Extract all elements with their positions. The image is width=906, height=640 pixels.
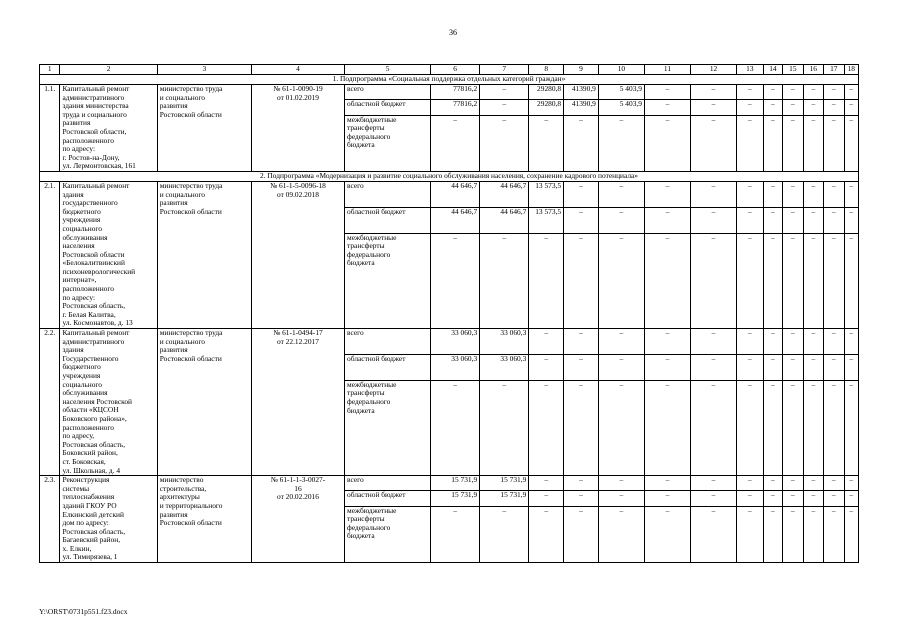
responsible-organization: министерство труда и социального развития Ростовской области xyxy=(157,85,251,172)
amount-cell: – xyxy=(844,181,858,207)
amount-cell: – xyxy=(803,233,823,328)
amount-cell: – xyxy=(529,115,564,171)
amount-cell: – xyxy=(598,233,644,328)
amount-cell: – xyxy=(844,233,858,328)
amount-cell: – xyxy=(763,329,782,355)
amount-cell: – xyxy=(598,354,644,380)
funding-source: областной бюджет xyxy=(345,100,431,115)
amount-cell: – xyxy=(783,115,803,171)
amount-cell: – xyxy=(480,100,529,115)
amount-cell: – xyxy=(824,207,844,233)
amount-cell: – xyxy=(564,380,599,475)
amount-cell: – xyxy=(783,100,803,115)
column-number-header: 9 xyxy=(564,65,599,75)
amount-cell: – xyxy=(824,85,844,100)
amount-cell: – xyxy=(564,491,599,506)
expertise-document: № 61-1-5-0096-18 от 09.02.2018 xyxy=(251,181,344,328)
file-path-footer: Y:\ORST\0731p551.f23.docx xyxy=(39,607,128,616)
amount-cell: – xyxy=(803,329,823,355)
amount-cell: – xyxy=(564,476,599,491)
amount-cell: – xyxy=(763,207,782,233)
amount-cell: – xyxy=(737,207,764,233)
amount-cell: – xyxy=(644,476,690,491)
amount-cell: – xyxy=(824,380,844,475)
item-number: 2.2. xyxy=(40,329,60,476)
amount-cell: – xyxy=(783,506,803,562)
amount-cell: – xyxy=(598,181,644,207)
responsible-organization: министерство труда и социального развития Ростовской области xyxy=(157,329,251,476)
amount-cell: – xyxy=(691,491,737,506)
column-number-row xyxy=(40,65,859,75)
amount-cell: – xyxy=(529,354,564,380)
responsible-organization: министерство строительства, архитектуры и территориального развития Ростовской области xyxy=(157,476,251,563)
budget-table xyxy=(39,64,859,563)
amount-cell: 41390,9 xyxy=(564,100,599,115)
amount-cell: – xyxy=(480,85,529,100)
object-name: Капитальный ремонт административного здания Государственного бюджетного учреждения социального обслуживания населения Ростовской области «КЦСОН Боковского района», расположенного по адресу, Ростовская область, Боковский район, ст. Боковская, ул. Школьная, д. 4 xyxy=(60,329,157,476)
amount-cell: – xyxy=(803,85,823,100)
amount-cell: – xyxy=(783,207,803,233)
subprogram-title: 2. Подпрограмма «Модернизация и развитие социального обслуживания населения, сохранение кадрового потенциала» xyxy=(40,171,859,181)
amount-cell: – xyxy=(598,207,644,233)
table-row xyxy=(40,181,859,207)
subprogram-title: 1. Подпрограмма «Социальная поддержка отдельных категорий граждан» xyxy=(40,75,859,85)
amount-cell: – xyxy=(763,115,782,171)
amount-cell: – xyxy=(598,115,644,171)
amount-cell: – xyxy=(480,506,529,562)
amount-cell: 15 731,9 xyxy=(431,476,480,491)
amount-cell: – xyxy=(803,354,823,380)
amount-cell: – xyxy=(644,233,690,328)
amount-cell: 44 646,7 xyxy=(431,207,480,233)
amount-cell: – xyxy=(691,85,737,100)
amount-cell: – xyxy=(824,329,844,355)
amount-cell: – xyxy=(803,115,823,171)
amount-cell: – xyxy=(644,491,690,506)
amount-cell: – xyxy=(844,491,858,506)
amount-cell: – xyxy=(783,233,803,328)
funding-source: всего xyxy=(345,181,431,207)
amount-cell: – xyxy=(803,100,823,115)
column-number-header: 12 xyxy=(691,65,737,75)
funding-source: областной бюджет xyxy=(345,207,431,233)
amount-cell: – xyxy=(644,85,690,100)
amount-cell: – xyxy=(529,233,564,328)
amount-cell: 29280,8 xyxy=(529,100,564,115)
expertise-document: № 61-1-0090-19 от 01.02.2019 xyxy=(251,85,344,172)
amount-cell: – xyxy=(737,233,764,328)
amount-cell: – xyxy=(737,506,764,562)
funding-source: областной бюджет xyxy=(345,491,431,506)
amount-cell: – xyxy=(691,233,737,328)
amount-cell: – xyxy=(529,506,564,562)
subprogram-heading-row xyxy=(40,171,859,181)
amount-cell: – xyxy=(644,506,690,562)
amount-cell: 44 646,7 xyxy=(431,181,480,207)
amount-cell: 15 731,9 xyxy=(480,476,529,491)
amount-cell: 13 573,5 xyxy=(529,181,564,207)
amount-cell: – xyxy=(644,380,690,475)
item-number: 2.3. xyxy=(40,476,60,563)
amount-cell: 5 403,9 xyxy=(598,85,644,100)
amount-cell: 5 403,9 xyxy=(598,100,644,115)
amount-cell: – xyxy=(564,329,599,355)
amount-cell: – xyxy=(737,115,764,171)
column-number-header: 3 xyxy=(157,65,251,75)
amount-cell: – xyxy=(803,207,823,233)
amount-cell: 44 646,7 xyxy=(480,207,529,233)
funding-source: всего xyxy=(345,329,431,355)
amount-cell: – xyxy=(844,380,858,475)
item-number: 1.1. xyxy=(40,85,60,172)
amount-cell: 41390,9 xyxy=(564,85,599,100)
amount-cell: – xyxy=(824,354,844,380)
amount-cell: – xyxy=(783,181,803,207)
amount-cell: – xyxy=(691,181,737,207)
amount-cell: – xyxy=(737,329,764,355)
amount-cell: – xyxy=(644,329,690,355)
column-number-header: 10 xyxy=(598,65,644,75)
amount-cell: – xyxy=(783,329,803,355)
amount-cell: – xyxy=(691,354,737,380)
amount-cell: 13 573,5 xyxy=(529,207,564,233)
amount-cell: – xyxy=(763,380,782,475)
column-number-header: 7 xyxy=(480,65,529,75)
funding-source: межбюджетные трансферты федерального бюджета xyxy=(345,506,431,562)
table-row xyxy=(40,476,859,491)
funding-source: межбюджетные трансферты федерального бюджета xyxy=(345,115,431,171)
amount-cell: – xyxy=(737,100,764,115)
amount-cell: – xyxy=(844,85,858,100)
amount-cell: – xyxy=(763,233,782,328)
amount-cell: 29280,8 xyxy=(529,85,564,100)
amount-cell: – xyxy=(803,491,823,506)
amount-cell: – xyxy=(824,233,844,328)
amount-cell: – xyxy=(783,85,803,100)
amount-cell: – xyxy=(691,380,737,475)
amount-cell: 77816,2 xyxy=(431,85,480,100)
funding-source: всего xyxy=(345,85,431,100)
column-number-header: 18 xyxy=(844,65,858,75)
object-name: Реконструкция системы теплоснабжения зданий ГКОУ РО Елкинский детский дом по адресу: Ростовская область, Багаевский район, х. Елкин, ул. Тимирязева, 1 xyxy=(60,476,157,563)
amount-cell: – xyxy=(844,100,858,115)
column-number-header: 8 xyxy=(529,65,564,75)
amount-cell: – xyxy=(691,115,737,171)
amount-cell: – xyxy=(644,181,690,207)
amount-cell: – xyxy=(844,506,858,562)
amount-cell: – xyxy=(737,380,764,475)
amount-cell: 44 646,7 xyxy=(480,181,529,207)
amount-cell: – xyxy=(564,181,599,207)
column-number-header: 6 xyxy=(431,65,480,75)
amount-cell: – xyxy=(564,207,599,233)
amount-cell: – xyxy=(564,506,599,562)
amount-cell: – xyxy=(783,476,803,491)
amount-cell: – xyxy=(737,85,764,100)
amount-cell: – xyxy=(529,491,564,506)
amount-cell: – xyxy=(844,354,858,380)
amount-cell: – xyxy=(598,476,644,491)
amount-cell: – xyxy=(824,181,844,207)
amount-cell: – xyxy=(763,476,782,491)
amount-cell: – xyxy=(480,115,529,171)
amount-cell: – xyxy=(431,233,480,328)
amount-cell: – xyxy=(824,100,844,115)
column-number-header: 1 xyxy=(40,65,60,75)
amount-cell: – xyxy=(783,491,803,506)
amount-cell: – xyxy=(783,354,803,380)
expertise-document: № 61-1-0494-17 от 22.12.2017 xyxy=(251,329,344,476)
amount-cell: – xyxy=(737,181,764,207)
funding-source: областной бюджет xyxy=(345,354,431,380)
amount-cell: – xyxy=(737,476,764,491)
amount-cell: – xyxy=(824,476,844,491)
column-number-header: 2 xyxy=(60,65,157,75)
amount-cell: – xyxy=(803,380,823,475)
amount-cell: – xyxy=(431,380,480,475)
amount-cell: – xyxy=(644,207,690,233)
column-number-header: 15 xyxy=(783,65,803,75)
amount-cell: – xyxy=(844,329,858,355)
amount-cell: 33 060,3 xyxy=(431,329,480,355)
subprogram-heading-row xyxy=(40,75,859,85)
amount-cell: 15 731,9 xyxy=(431,491,480,506)
amount-cell: – xyxy=(691,506,737,562)
column-number-header: 16 xyxy=(803,65,823,75)
amount-cell: – xyxy=(737,491,764,506)
amount-cell: – xyxy=(431,115,480,171)
amount-cell: 33 060,3 xyxy=(480,329,529,355)
amount-cell: – xyxy=(844,476,858,491)
amount-cell: – xyxy=(644,100,690,115)
amount-cell: – xyxy=(844,207,858,233)
amount-cell: – xyxy=(763,85,782,100)
amount-cell: – xyxy=(763,354,782,380)
amount-cell: – xyxy=(763,506,782,562)
table-row xyxy=(40,329,859,355)
amount-cell: – xyxy=(529,380,564,475)
amount-cell: – xyxy=(691,476,737,491)
funding-source: межбюджетные трансферты федерального бюджета xyxy=(345,380,431,475)
amount-cell: – xyxy=(598,506,644,562)
column-number-header: 11 xyxy=(644,65,690,75)
amount-cell: – xyxy=(431,506,480,562)
column-number-header: 17 xyxy=(824,65,844,75)
amount-cell: – xyxy=(564,354,599,380)
amount-cell: – xyxy=(598,491,644,506)
amount-cell: – xyxy=(763,491,782,506)
amount-cell: – xyxy=(564,233,599,328)
amount-cell: – xyxy=(691,207,737,233)
amount-cell: – xyxy=(803,476,823,491)
amount-cell: 33 060,3 xyxy=(431,354,480,380)
expertise-document: № 61-1-1-3-0027- 16 от 20.02.2016 xyxy=(251,476,344,563)
column-number-header: 13 xyxy=(737,65,764,75)
amount-cell: – xyxy=(783,380,803,475)
column-number-header: 14 xyxy=(763,65,782,75)
column-number-header: 4 xyxy=(251,65,344,75)
amount-cell: – xyxy=(824,115,844,171)
amount-cell: – xyxy=(803,506,823,562)
amount-cell: – xyxy=(644,115,690,171)
amount-cell: – xyxy=(598,380,644,475)
amount-cell: – xyxy=(824,491,844,506)
amount-cell: – xyxy=(598,329,644,355)
object-name: Капитальный ремонт здания государственного бюджетного учреждения социального обслуживания населения Ростовской области «Белокалитвинский психоневрологический интернат», расположенного по адресу: Ростовская область, г. Белая Калитва, ул. Космонавтов, д. 13 xyxy=(60,181,157,328)
column-number-header: 5 xyxy=(345,65,431,75)
amount-cell: – xyxy=(691,329,737,355)
item-number: 2.1. xyxy=(40,181,60,328)
amount-cell: – xyxy=(691,100,737,115)
object-name: Капитальный ремонт административного здания министерства труда и социального развития Ростовской области, расположенного по адресу: г. Ростов-на-Дону, ул. Лермонтовская, 161 xyxy=(60,85,157,172)
amount-cell: 77816,2 xyxy=(431,100,480,115)
amount-cell: – xyxy=(803,181,823,207)
amount-cell: – xyxy=(763,181,782,207)
page-number: 36 xyxy=(449,28,457,37)
funding-source: всего xyxy=(345,476,431,491)
responsible-organization: министерство труда и социального развития Ростовской области xyxy=(157,181,251,328)
amount-cell: – xyxy=(564,115,599,171)
amount-cell: – xyxy=(737,354,764,380)
amount-cell: – xyxy=(480,233,529,328)
amount-cell: – xyxy=(529,329,564,355)
amount-cell: 15 731,9 xyxy=(480,491,529,506)
amount-cell: – xyxy=(844,115,858,171)
amount-cell: – xyxy=(529,476,564,491)
amount-cell: – xyxy=(480,380,529,475)
funding-source: межбюджетные трансферты федерального бюджета xyxy=(345,233,431,328)
amount-cell: – xyxy=(644,354,690,380)
amount-cell: – xyxy=(824,506,844,562)
amount-cell: – xyxy=(763,100,782,115)
amount-cell: 33 060,3 xyxy=(480,354,529,380)
table-row xyxy=(40,85,859,100)
